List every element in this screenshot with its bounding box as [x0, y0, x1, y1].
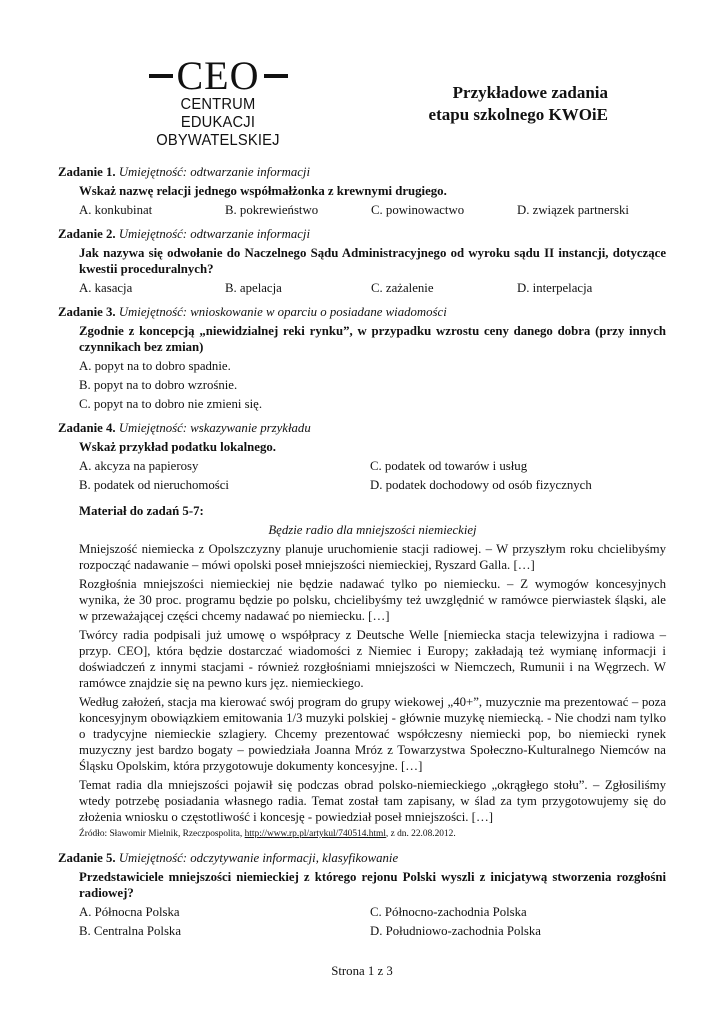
- option-b: B. pokrewieństwo: [225, 203, 319, 217]
- task-label: Zadanie 4.: [58, 421, 116, 435]
- task-skill: Umiejętność: wnioskowanie w oparciu o posiadane wiadomości: [118, 305, 447, 319]
- option-b: B. popyt na to dobro wzrośnie.: [79, 378, 238, 392]
- task-options: [79, 280, 666, 296]
- task-4: [58, 420, 666, 493]
- task-label: Zadanie 5.: [58, 851, 116, 865]
- material-heading: Materiał do zadań 5-7:: [79, 504, 204, 518]
- task-5: [58, 850, 666, 939]
- task-options: [79, 904, 666, 939]
- logo-dash-left: [149, 74, 173, 78]
- task-options: [79, 202, 666, 218]
- task-question: Zgodnie z koncepcją „niewidzialnej reki rynku”, w przypadku wzrostu ceny danego dobra (przy innych czynnikach bez zmian): [79, 324, 666, 354]
- task-1: [58, 164, 666, 218]
- source-link[interactable]: http://www.rp.pl/artykul/740514.html: [244, 829, 386, 839]
- document-title: [429, 82, 608, 126]
- material-section: [58, 503, 666, 841]
- option-a: A. konkubinat: [79, 203, 153, 217]
- option-c: C. powinowactwo: [371, 203, 465, 217]
- task-skill: Umiejętność: odczytywanie informacji, klasyfikowanie: [118, 851, 399, 865]
- task-label: Zadanie 2.: [58, 227, 116, 241]
- task-question: Jak nazywa się odwołanie do Naczelnego Sądu Administracyjnego od wyroku sądu II instancji, dotyczące kwestii proceduralnych?: [79, 246, 666, 276]
- task-skill: Umiejętność: wskazywanie przykładu: [118, 421, 311, 435]
- task-question: Wskaż przykład podatku lokalnego.: [79, 440, 276, 454]
- task-question: Wskaż nazwę relacji jednego współmałżonka z krewnymi drugiego.: [79, 184, 447, 198]
- task-options: [79, 458, 666, 493]
- logo-line-1: CENTRUM EDUKACJI: [180, 96, 256, 131]
- task-label: Zadanie 1.: [58, 165, 116, 179]
- article-paragraph: Temat radia dla mniejszości pojawił się podczas obrad polsko-niemieckiego „okrągłego stołu”. – Zgłosiliśmy wtedy potrzebę posiadania własnego radia. Temat został tam zapisany, w ślad za tym przygotowujemy się do złożenia wniosku o częstotliwość i koncesję - powiedział poseł mniejszości. […]: [79, 778, 666, 824]
- document-title-line-2: etapu szkolnego KWOiE: [428, 105, 608, 124]
- article-paragraph: Twórcy radia podpisali już umowę o współpracy z Deutsche Welle [niemiecka stacja telewizyjna i radiowa – przyp. CEO], która będzie dostarczać wiadomości z Niemiec i Europy; zakładają też wymianę informacji i doświadczeń z innymi stacjami - również rozgłośniami mniejszości w Niemczech, Rumunii i na Węgrzech. W ramówce znajdzie się na pewno kurs jęz. niemieckiego.: [79, 628, 666, 690]
- option-a: A. Północna Polska: [79, 905, 180, 919]
- task-label: Zadanie 3.: [58, 305, 116, 319]
- task-3: [58, 304, 666, 412]
- option-a: A. popyt na to dobro spadnie.: [79, 359, 231, 373]
- option-c: C. zażalenie: [371, 281, 434, 295]
- logo-line-2: OBYWATELSKIEJ: [156, 132, 280, 149]
- document-title-line-1: Przykładowe zadania: [452, 83, 608, 102]
- option-d: D. Południowo-zachodnia Polska: [370, 924, 541, 938]
- task-2: [58, 226, 666, 296]
- task-skill: Umiejętność: odtwarzanie informacji: [118, 227, 311, 241]
- ceo-logo: [138, 53, 298, 150]
- option-c: C. popyt na to dobro nie zmieni się.: [79, 397, 263, 411]
- article-title: Będzie radio dla mniejszości niemieckiej: [268, 523, 477, 537]
- option-a: A. kasacja: [79, 281, 133, 295]
- article-paragraph: Mniejszość niemiecka z Opolszczyzny planuje uruchomienie stacji radiowej. – W przyszłym roku chcielibyśmy rozpocząć nadawanie – mówi opolski poseł mniejszości niemieckiej, Ryszard Galla. […]: [79, 542, 666, 572]
- article-source: Źródło: Sławomir Mielnik, Rzeczpospolita, http://www.rp.pl/artykul/740514.html, z dn. 22.08.2012.: [79, 829, 456, 839]
- article-paragraph: Według założeń, stacja ma kierować swój program do grupy wiekowej „40+”, muzycznie ma prezentować – poza koncesyjnym obowiązkiem emitowania 1/3 muzyki polskiej - głównie muzykę niemiecką. - Nie chodzi nam tylko o tradycyjne niemieckie szlagiery. Chcemy prezentować współczesny niemiecki pop, bo niemiecki rynek muzyczny jest bardzo bogaty – powiedziała Joanna Mróz z Towarzystwa Społeczno-Kulturalnego Niemców na Śląsku Opolskim, która przygotowuje dokumenty koncesyjne. […]: [79, 695, 666, 773]
- option-b: B. apelacja: [225, 281, 282, 295]
- option-d: D. związek partnerski: [517, 203, 629, 217]
- option-c: C. Północno-zachodnia Polska: [370, 905, 527, 919]
- option-d: D. podatek dochodowy od osób fizycznych: [370, 478, 592, 492]
- article-paragraph: Rozgłośnia mniejszości niemieckiej nie będzie nadawać tylko po niemiecku. – Z wymogów koncesyjnych wynika, że 30 proc. programu będzie po polsku, chcielibyśmy też uwzględnić w ramówce pierwiastek śląski, ale w przeważającej części chcemy nadawać po niemiecku. […]: [79, 577, 666, 623]
- option-b: B. podatek od nieruchomości: [79, 478, 229, 492]
- option-d: D. interpelacja: [517, 281, 593, 295]
- option-c: C. podatek od towarów i usług: [370, 459, 528, 473]
- task-skill: Umiejętność: odtwarzanie informacji: [118, 165, 311, 179]
- logo-ceo-letters: CEO: [176, 53, 260, 98]
- document-content: [58, 164, 666, 947]
- task-question: Przedstawiciele mniejszości niemieckiej z którego rejonu Polski wyszli z inicjatywą stworzenia rozgłośni radiowej?: [79, 870, 666, 900]
- option-b: B. Centralna Polska: [79, 924, 182, 938]
- logo-dash-right: [264, 74, 288, 78]
- option-a: A. akcyza na papierosy: [79, 459, 199, 473]
- page-number: Strona 1 z 3: [331, 964, 393, 978]
